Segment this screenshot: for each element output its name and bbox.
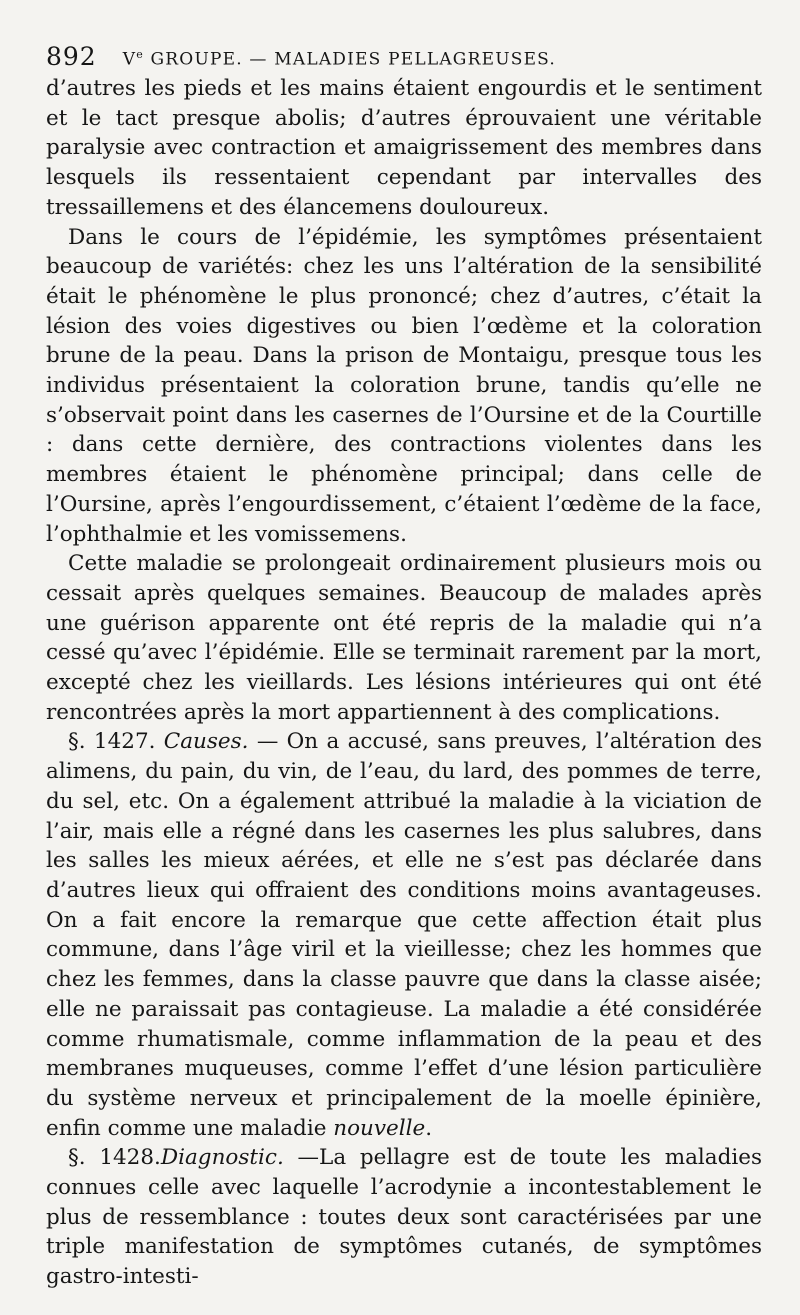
paragraph-duration: Cette maladie se prolongeait ordinairement plusieurs mois ou cessait après quelques semaines. Beaucoup de malades après une guérison apparente ont été repris de la maladie qui n’a cessé qu’avec l’épidémie. Elle se terminait rarement par la mort, excepté chez les vieillards. Les lésions intérieures qui ont été rencontrées après la mort appartiennent à des complications. (46, 551, 762, 725)
section-diagnostic (46, 1143, 762, 1292)
running-title (123, 40, 556, 75)
body-text (46, 74, 762, 1292)
section-number: §. 1427. (68, 729, 156, 755)
section-heading: Diagnostic. (160, 1145, 284, 1171)
paragraph-continuation: d’autres les pieds et les mains étaient engourdis et le sentiment et le tact presque abolis; d’autres éprouvaient une véritable paralysie avec contraction et amaigrissement des membres dans lesquels ils ressentaient cependant par intervalles des tressaillemens et des élancemens douloureux. (46, 76, 762, 220)
section-dash: — (248, 729, 279, 755)
page-number: 892 (46, 41, 97, 71)
section-text: La pellagre est de toute les maladies connues celle avec laquelle l’acrodynie a incontestablement le plus de ressemblance : toutes deux sont caractérisées par une triple manifestation de symptômes cutanés, de symptômes gastro-intesti- (46, 1145, 763, 1290)
paragraph-epidemic-variety: Dans le cours de l’épidémie, les symptômes présentaient beaucoup de variétés: chez les uns l’altération de la sensibilité était le phénomène le plus prononcé; chez d’autres, c’était la lésion des voies digestives ou bien l’œdème et la coloration brune de la peau. Dans la prison de Montaigu, presque tous les individus présentaient la coloration brune, tandis qu’elle ne s’observait point dans les casernes de l’Oursine et de la Courtille : dans cette dernière, des contractions violentes dans les membres étaient le phénomène principal; dans celle de l’Oursine, après l’engourdissement, c’étaient l’œdème de la face, l’ophthalmie et les vomissemens. (46, 224, 762, 547)
section-text: On a accusé, sans preuves, l’altération des alimens, du pain, du vin, de l’eau, du lard, des pommes de terre, du sel, etc. On a également attribué la maladie à la viciation de l’air, mais elle a régné dans les casernes les plus salubres, dans les salles les mieux aérées, et elle ne s’est pas déclarée dans d’autres lieux qui offraient des conditions moins avantageuses. On a fait encore la remarque que cette affection était plus commune, dans l’âge viril et la vieillesse; chez les hommes que chez les femmes, dans la classe pauvre que dans la classe aisée; elle ne paraissait pas contagieuse. La maladie a été considérée comme rhumatismale, comme inflammation de la peau et des membranes muqueuses, comme l’effet d’une lésion particulière du système nerveux et principalement de la moelle épinière, enfin comme une maladie (46, 729, 762, 1141)
running-header (46, 40, 762, 74)
section-end: . (425, 1115, 433, 1141)
italic-word: nouvelle (333, 1115, 426, 1141)
group-superscript: e (136, 48, 144, 61)
section-dash: — (283, 1145, 320, 1171)
section-heading: Causes. (163, 729, 249, 755)
header-dash: — (242, 49, 275, 70)
section-number: §. 1428. (68, 1145, 161, 1171)
group-label: GROUPE. (143, 49, 243, 70)
group-number: V (122, 49, 137, 70)
section-causes (46, 727, 762, 1143)
chapter-title: MALADIES PELLAGREUSES. (274, 49, 557, 70)
